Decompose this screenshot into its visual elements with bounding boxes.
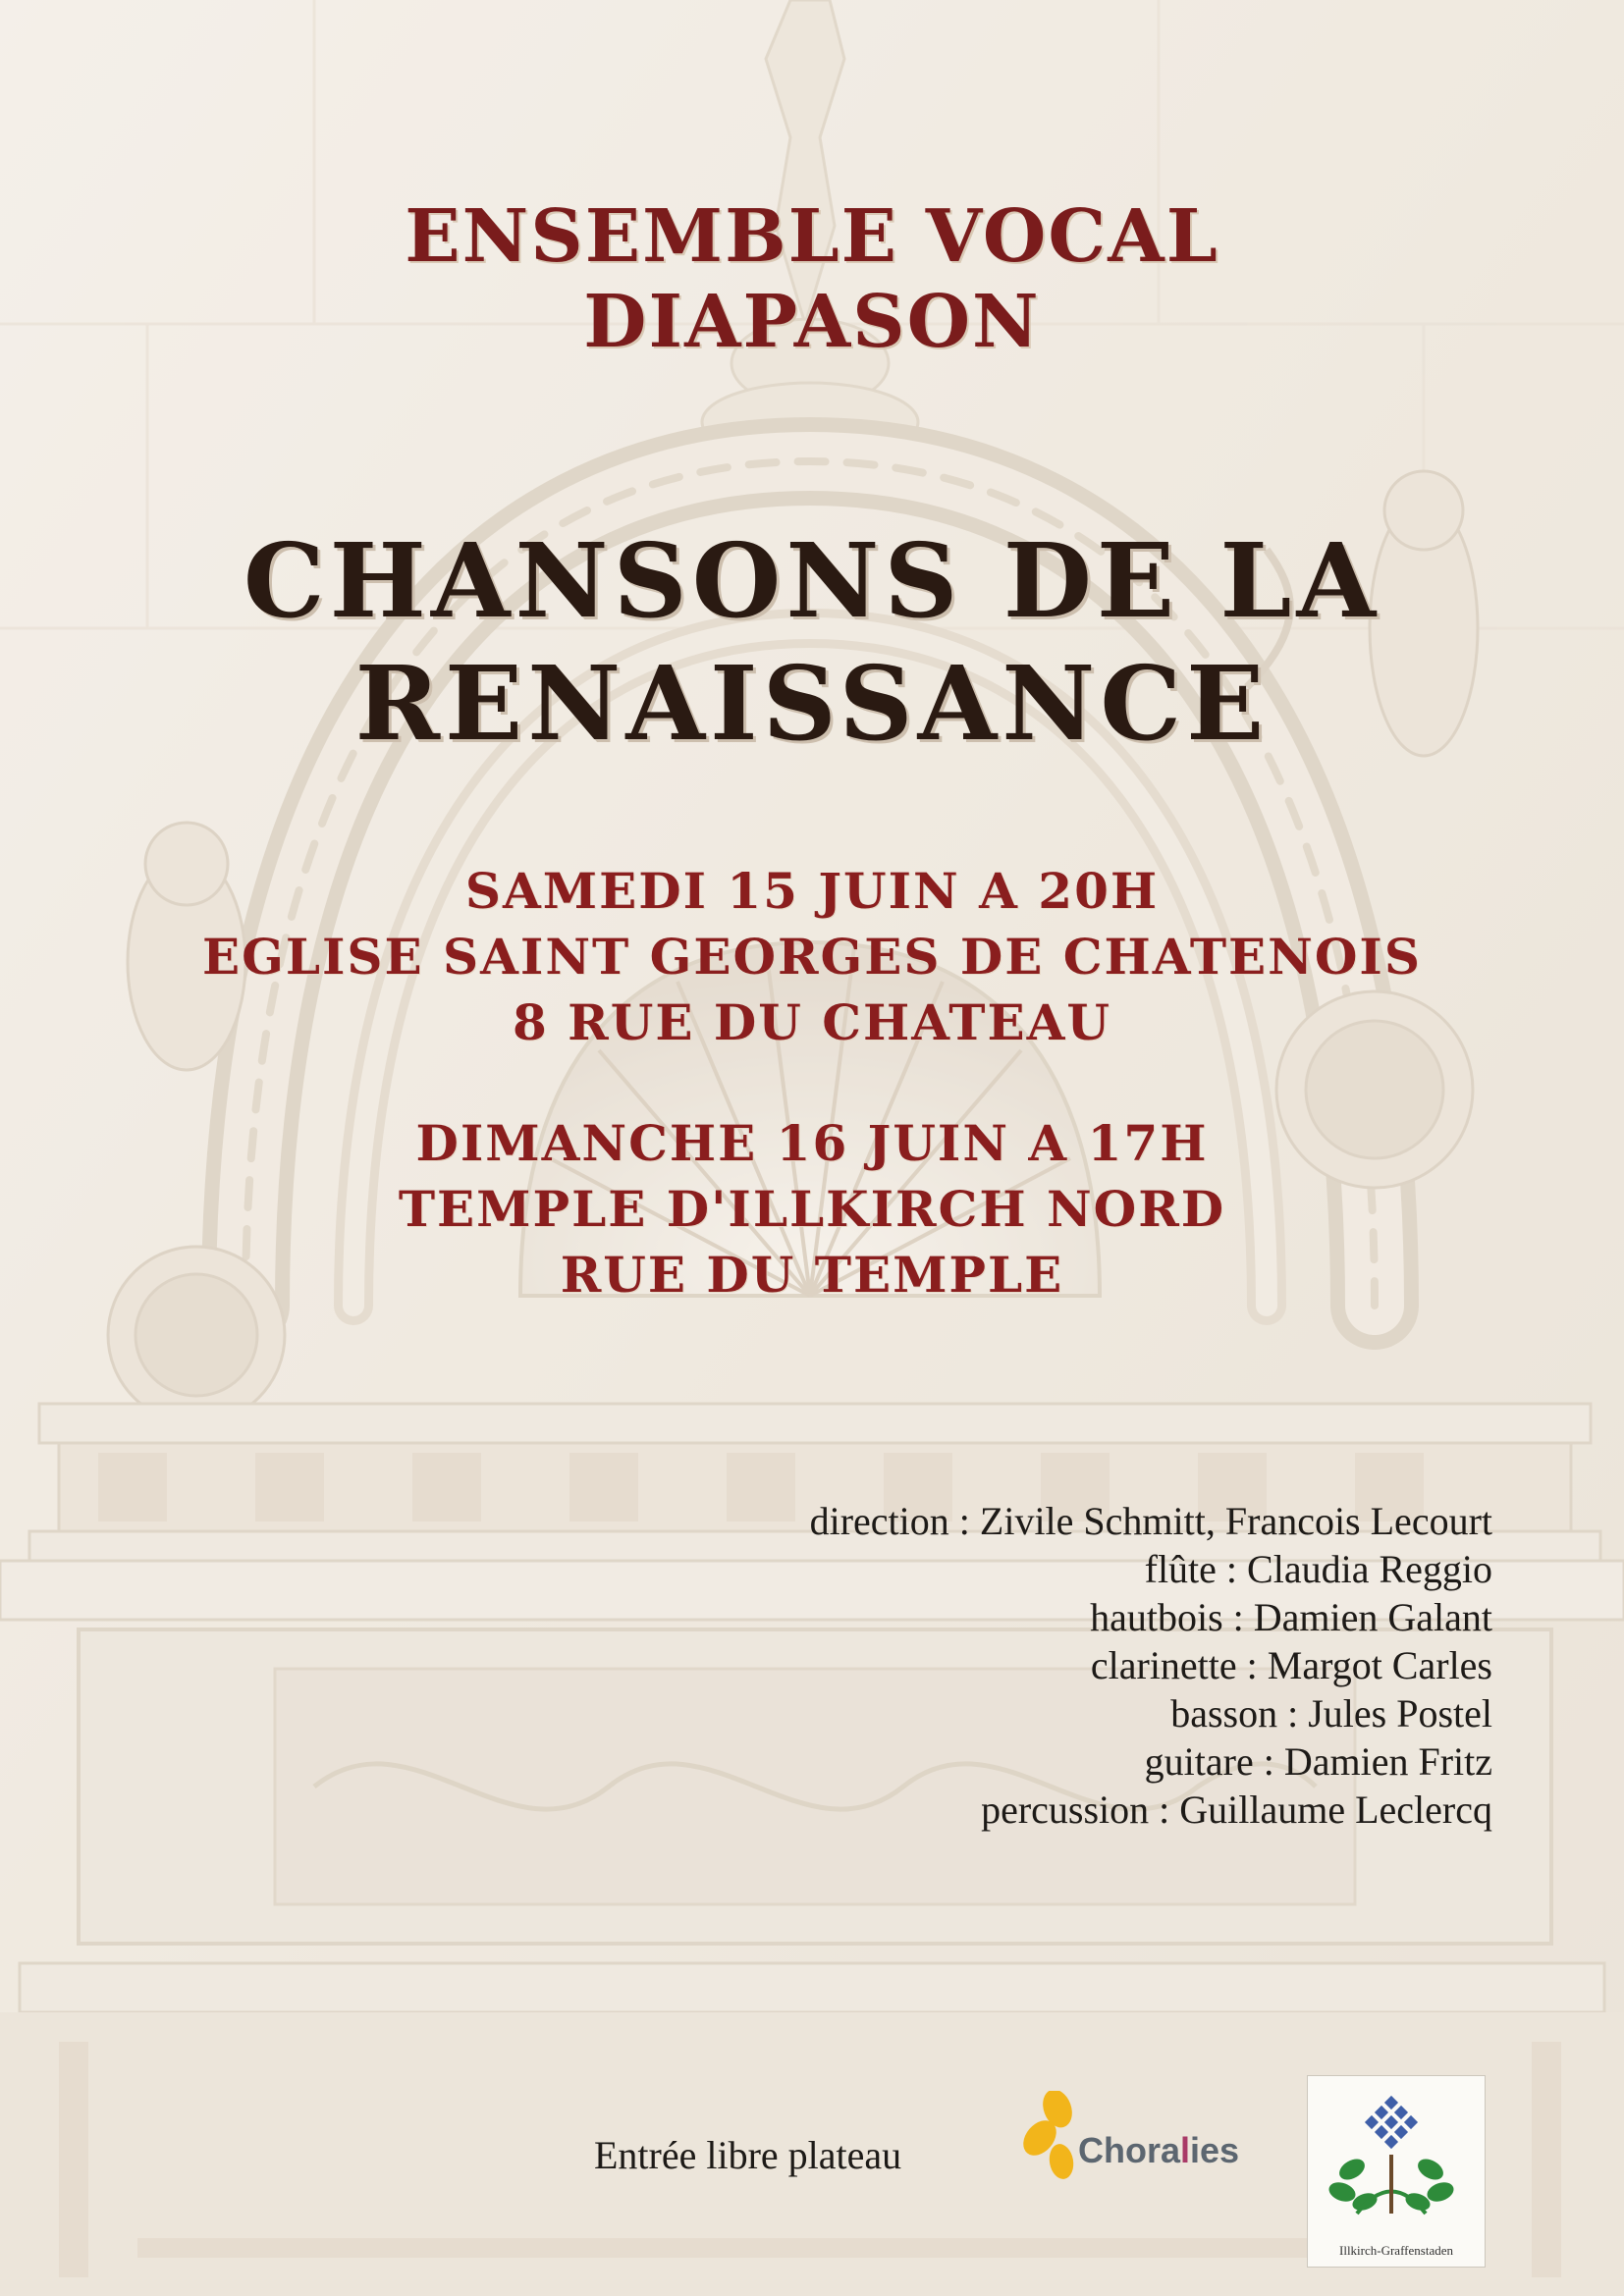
illkirch-graffenstaden-logo [1307,2075,1486,2268]
choralies-logo-text [1078,2130,1239,2171]
credit-flute: flûte : Claudia Reggio [1144,1547,1492,1591]
illkirch-logo-label: Illkirch-Graffenstaden [1339,2243,1453,2258]
event2-address: RUE DU TEMPLE [560,1246,1064,1304]
ensemble-name-line1: ENSEMBLE VOCAL [405,194,1219,279]
event2-date: DIMANCHE 16 JUIN A 17H [415,1114,1209,1172]
concert-title-line2: RENAISSANCE [354,643,1270,764]
event1-date: SAMEDI 15 JUIN A 20H [464,862,1160,920]
musician-credits [810,1497,1492,1834]
event1-venue: EGLISE SAINT GEORGES DE CHATENOIS [202,928,1422,986]
credit-hautbois: hautbois : Damien Galant [1090,1595,1492,1639]
credit-clarinette: clarinette : Margot Carles [1090,1643,1492,1687]
illkirch-tree-emblem-icon [1308,2076,1485,2233]
entry-info: Entrée libre plateau [594,2133,902,2177]
event2-venue: TEMPLE D'ILLKIRCH NORD [398,1180,1226,1238]
credit-direction: direction : Zivile Schmitt, Francois Lecourt [809,1499,1492,1543]
credit-guitare: guitare : Damien Fritz [1144,1739,1492,1784]
concert-title-line1: CHANSONS DE LA [243,520,1381,641]
choralies-text-prefix: Chora [1078,2130,1181,2170]
event1-address: 8 RUE DU CHATEAU [512,993,1112,1051]
ensemble-name-line2: DIAPASON [583,280,1041,364]
choralies-text-suffix: ies [1190,2130,1240,2170]
credit-basson: basson : Jules Postel [1170,1691,1492,1735]
credit-percussion: percussion : Guillaume Leclercq [981,1788,1492,1832]
choralies-text-accent: l [1180,2130,1191,2170]
